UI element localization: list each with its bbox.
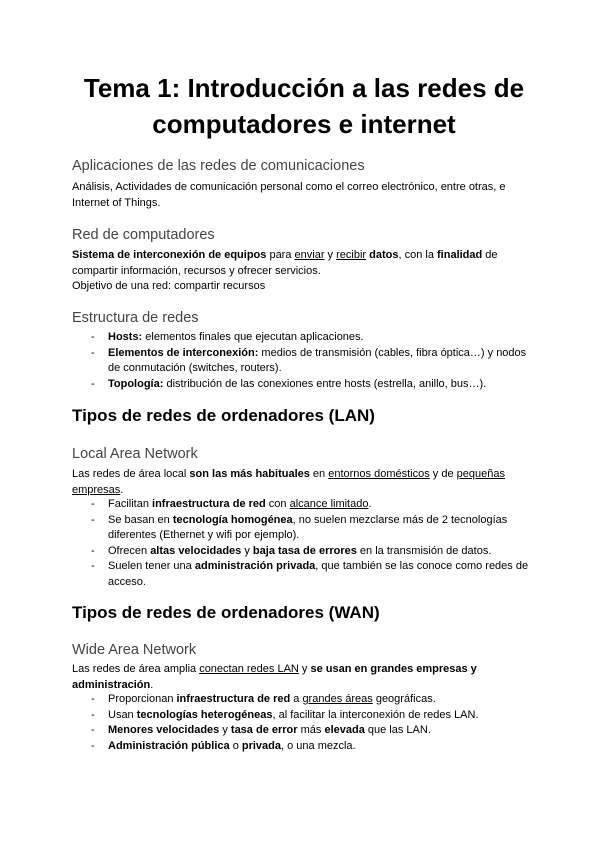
list-item bbox=[72, 513, 536, 544]
list-item bbox=[72, 739, 536, 755]
text-span: con bbox=[265, 498, 290, 510]
list-item bbox=[72, 544, 536, 560]
text-span: Se basan en bbox=[108, 513, 173, 526]
text-span: . bbox=[150, 678, 154, 691]
list-lan bbox=[72, 497, 536, 590]
text-span: Usan bbox=[108, 708, 137, 721]
underlined-text: grandes áreas bbox=[302, 693, 373, 705]
underlined-text: pequeñas empresas bbox=[72, 468, 505, 496]
text-span: y bbox=[219, 724, 231, 736]
text-span: o bbox=[229, 739, 242, 752]
text-span: y bbox=[324, 249, 337, 261]
text-span: Facilitan bbox=[108, 498, 153, 510]
text-span: distribución de las conexiones entre hosts (estrella, anillo, bus…). bbox=[163, 377, 487, 390]
list-item bbox=[72, 692, 536, 708]
bold-text: altas velocidades bbox=[150, 544, 242, 557]
bold-text: se usan en grandes empresas y administración bbox=[72, 663, 477, 691]
text-span: , con la bbox=[398, 249, 438, 261]
bold-text: tecnologías heterogéneas bbox=[136, 708, 273, 721]
text-span: para bbox=[266, 249, 295, 261]
text-span: geográficas. bbox=[372, 693, 436, 705]
list-item bbox=[72, 330, 536, 346]
bold-text: infraestructura de red bbox=[152, 498, 266, 510]
bold-text: Sistema de interconexión de equipos bbox=[72, 249, 267, 261]
list-item bbox=[72, 708, 536, 724]
bold-text: Administración pública bbox=[108, 739, 230, 752]
heading-estructura: Estructura de redes bbox=[72, 310, 199, 326]
paragraph-red-definition bbox=[72, 248, 536, 279]
page-title: Tema 1: Introducción a las redes de computadores e internet bbox=[83, 73, 525, 139]
heading-lan: Tipos de redes de ordenadores (LAN) bbox=[72, 406, 375, 425]
text-span: Las redes de área amplia bbox=[72, 663, 200, 675]
text-span: y de bbox=[429, 468, 457, 480]
bold-text: Menores velocidades bbox=[108, 724, 220, 736]
list-item bbox=[72, 497, 536, 513]
heading-local-area-network: Local Area Network bbox=[72, 446, 198, 462]
text-span: Las redes de área local bbox=[72, 468, 190, 480]
text-span: , o una mezcla. bbox=[281, 739, 356, 752]
text-span: en bbox=[309, 468, 329, 480]
text-span: Proporcionan bbox=[108, 693, 177, 705]
paragraph-wan-intro bbox=[72, 662, 536, 693]
paragraph-aplicaciones: Análisis, Actividades de comunicación personal como el correo electrónico, entre otras, e Internet of Things. bbox=[72, 181, 506, 209]
heading-red-computadores: Red de computadores bbox=[72, 227, 215, 243]
text-span: , al facilitar la interconexión de redes LAN. bbox=[272, 708, 479, 721]
text-span: y bbox=[241, 544, 253, 557]
text-span: , no suelen mezclarse más de 2 tecnologías diferentes (Ethernet y wifi por ejemplo). bbox=[108, 513, 508, 541]
text-span: Ofrecen bbox=[108, 544, 151, 557]
bold-text: baja tasa de errores bbox=[252, 544, 357, 557]
bold-text: privada bbox=[241, 739, 282, 752]
text-span: . bbox=[368, 498, 372, 510]
paragraph-lan-intro bbox=[72, 467, 536, 498]
bold-text: administración privada bbox=[194, 560, 316, 572]
heading-wan: Tipos de redes de ordenadores (WAN) bbox=[72, 603, 380, 622]
text-span: Suelen tener una bbox=[108, 560, 195, 572]
bold-text: datos bbox=[369, 249, 399, 261]
text-span: medios de transmisión (cables, fibra óptica…) y nodos de conmutación (switches, routers). bbox=[108, 346, 527, 374]
text-span: , que también se las conoce como redes de acceso. bbox=[108, 560, 529, 588]
list-item bbox=[72, 377, 536, 393]
text-span: y bbox=[298, 663, 311, 675]
list-estructura bbox=[72, 330, 536, 392]
list-wan bbox=[72, 692, 536, 754]
list-item bbox=[72, 346, 536, 377]
text-span: que las LAN. bbox=[364, 724, 431, 736]
paragraph-objetivo: Objetivo de una red: compartir recursos bbox=[72, 280, 266, 292]
bold-text: tecnología homogénea bbox=[172, 513, 293, 526]
underlined-text: enviar bbox=[294, 249, 325, 261]
bold-text: Hosts: bbox=[108, 331, 143, 343]
heading-aplicaciones: Aplicaciones de las redes de comunicaciones bbox=[72, 158, 365, 174]
underlined-text: entornos domésticos bbox=[328, 468, 430, 480]
list-item bbox=[72, 723, 536, 739]
text-span: de compartir información, recursos y ofrecer servicios. bbox=[72, 249, 498, 277]
bold-text: infraestructura de red bbox=[176, 693, 291, 705]
heading-wide-area-network: Wide Area Network bbox=[72, 642, 197, 658]
text-span: . bbox=[120, 483, 124, 496]
list-item bbox=[72, 559, 536, 590]
bold-text: finalidad bbox=[437, 249, 483, 261]
bold-text: Topología: bbox=[108, 377, 164, 390]
bold-text: tasa de error bbox=[230, 724, 298, 736]
text-span: elementos finales que ejecutan aplicaciones. bbox=[142, 331, 364, 343]
text-span: a bbox=[290, 693, 303, 705]
bold-text: son las más habituales bbox=[189, 468, 310, 480]
bold-text: elevada bbox=[324, 724, 365, 736]
underlined-text: alcance limitado bbox=[289, 498, 369, 510]
underlined-text: recibir bbox=[336, 249, 367, 261]
text-span: más bbox=[297, 724, 325, 736]
bold-text: Elementos de interconexión: bbox=[108, 346, 259, 359]
underlined-text: conectan redes LAN bbox=[199, 663, 299, 675]
text-span: en la transmisión de datos. bbox=[356, 544, 492, 557]
